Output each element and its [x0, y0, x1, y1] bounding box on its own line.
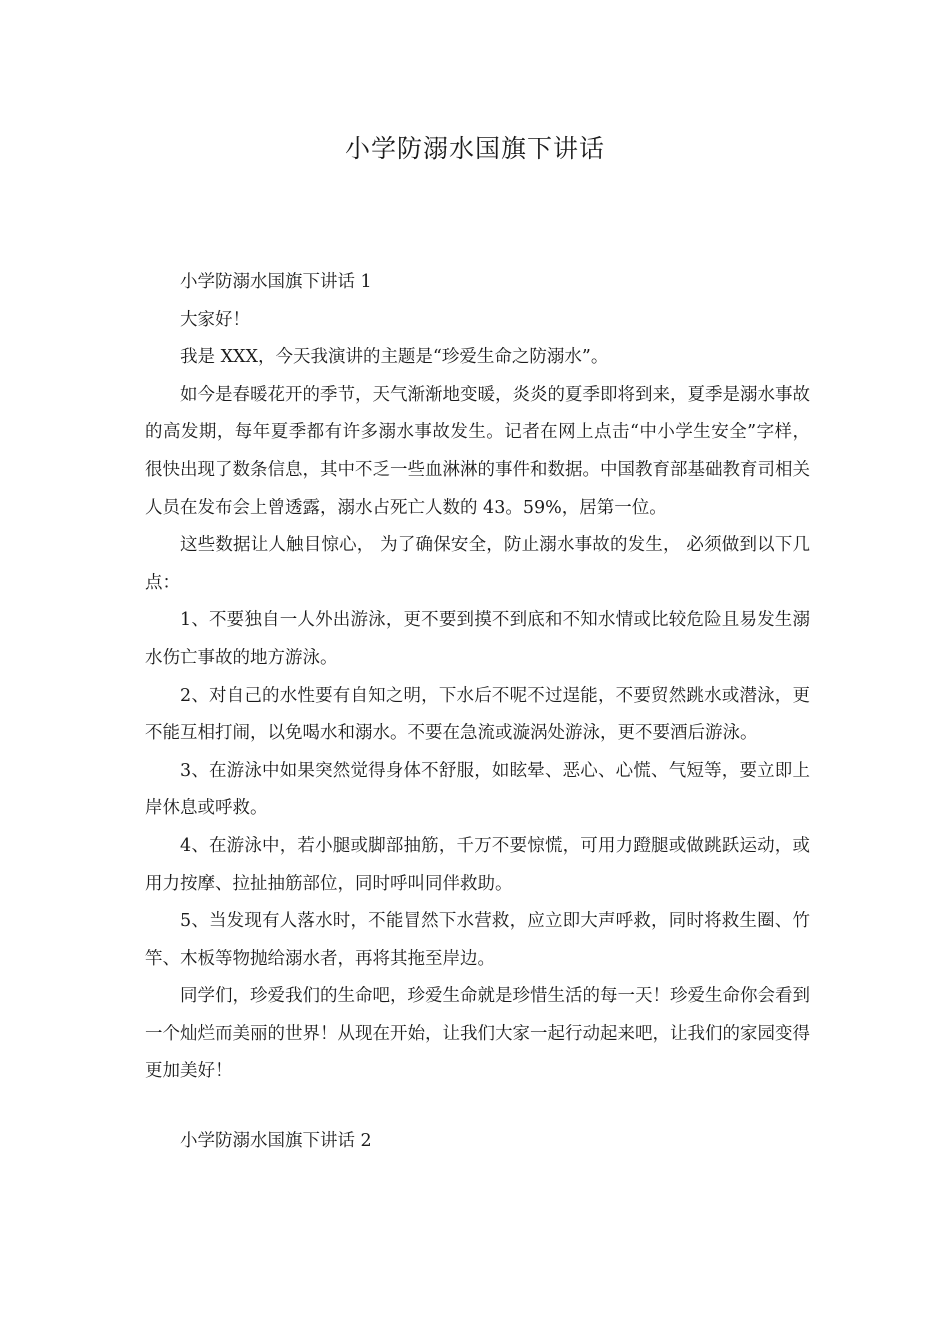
intro-paragraph: 我是 XXX，今天我演讲的主题是“珍爱生命之防溺水”。	[180, 347, 609, 368]
body-paragraph: 这些数据让人触目惊心， 为了确保安全，防止溺水事故的发生， 必须做到以下几点：	[145, 535, 810, 593]
greeting-paragraph: 大家好！	[180, 309, 250, 330]
closing-paragraph: 同学们，珍爱我们的生命吧，珍爱生命就是珍惜生活的每一天！珍爱生命你会看到一个灿烂而美丽的世界！从现在开始，让我们大家一起行动起来吧，让我们的家园变得更加美好！	[145, 986, 810, 1082]
section-heading-1: 小学防溺水国旗下讲话 1	[180, 272, 372, 292]
list-item-1: 1、不要独自一人外出游泳，更不要到摸不到底和不知水情或比较危险且易发生溺水伤亡事故的地方游泳。	[145, 610, 810, 668]
section-heading-2: 小学防溺水国旗下讲话 2	[180, 1131, 372, 1152]
list-item-4: 4、在游泳中，若小腿或脚部抽筋，千万不要惊慌，可用力蹬腿或做跳跃运动，或用力按摩、拉扯抽筋部位，同时呼叫同伴救助。	[145, 835, 810, 894]
list-item-2: 2、对自己的水性要有自知之明，下水后不呢不过逞能，不要贸然跳水或潜泳，更不能互相打闹，以免喝水和溺水。不要在急流或漩涡处游泳，更不要酒后游泳。	[145, 685, 810, 744]
list-item-3: 3、在游泳中如果突然觉得身体不舒服，如眩晕、恶心、心慌、气短等，要立即上岸休息或呼救。	[145, 760, 810, 819]
list-item-5: 5、当发现有人落水时，不能冒然下水营救，应立即大声呼救，同时将救生圈、竹竿、木板等物抛给溺水者，再将其拖至岸边。	[145, 911, 810, 969]
document-title: 小学防溺水国旗下讲话	[344, 134, 605, 163]
body-paragraph: 如今是春暖花开的季节，天气渐渐地变暖，炎炎的夏季即将到来，夏季是溺水事故的高发期，每年夏季都有许多溺水事故发生。记者在网上点击“中小学生安全”字样，很快出现了数条信息，其中不乏一些血淋淋的事件和数据。中国教育部基础教育司相关人员在发布会上曾透露，溺水占死亡人数的 43。59%，居第一位。	[145, 384, 810, 518]
document-body	[145, 264, 810, 1161]
